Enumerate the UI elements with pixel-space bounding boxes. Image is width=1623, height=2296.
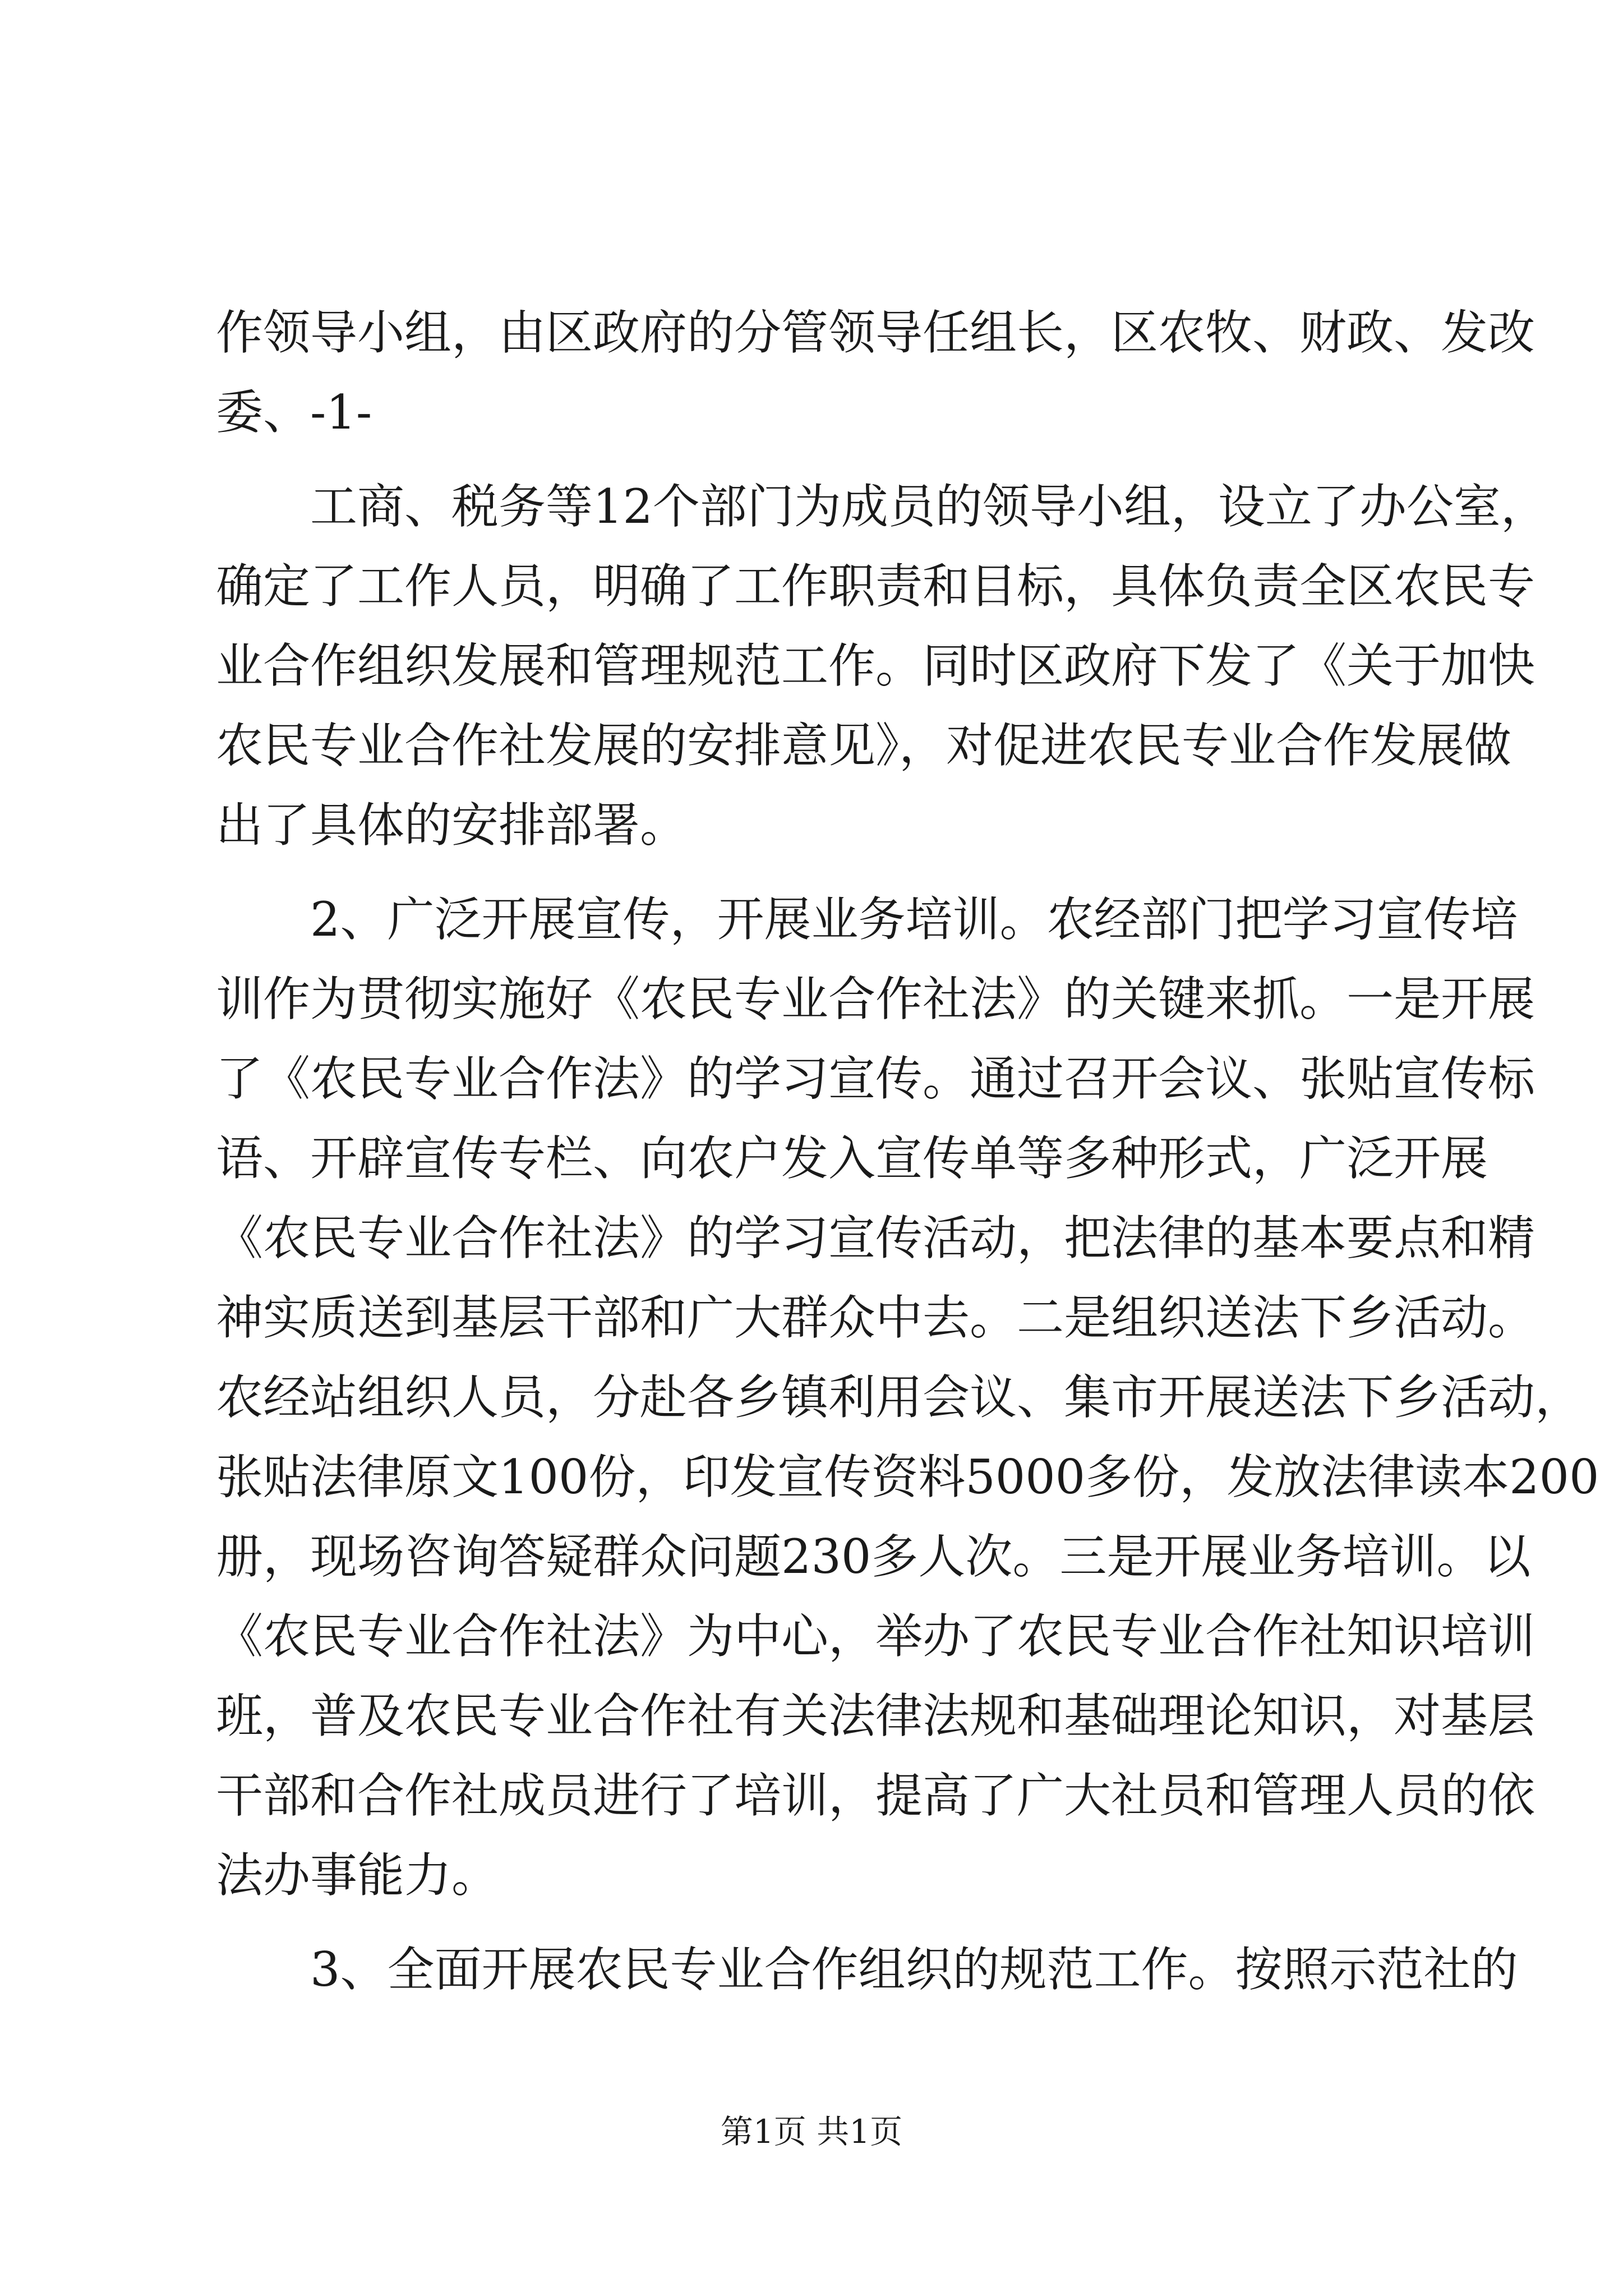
text-line: 法办事能力。 <box>216 1848 499 1903</box>
text-line: 了《农民专业合作法》的学习宣传。通过召开会议、张贴宣传标 <box>216 1051 1536 1106</box>
text-line: 工商、税务等12个部门为成员的领导小组，设立了办公室， <box>216 479 1548 534</box>
text-line: 2、广泛开展宣传，开展业务培训。农经部门把学习宣传培 <box>216 892 1518 947</box>
text-line: 确定了工作人员，明确了工作职责和目标，具体负责全区农民专 <box>216 559 1536 614</box>
text-line: 《农民专业合作社法》的学习宣传活动，把法律的基本要点和精 <box>216 1211 1536 1266</box>
text-line: 册，现场咨询答疑群众问题230多人次。三是开展业务培训。以 <box>216 1529 1531 1584</box>
text-line: 语、开辟宣传专栏、向农户发入宣传单等多种形式，广泛开展 <box>216 1131 1488 1186</box>
text-line: 干部和合作社成员进行了培训，提高了广大社员和管理人员的依 <box>216 1768 1536 1823</box>
text-line: 业合作组织发展和管理规范工作。同时区政府下发了《关于加快 <box>216 638 1536 693</box>
text-line: 农民专业合作社发展的安排意见》，对促进农民专业合作发展做 <box>216 718 1512 773</box>
text-line: 班，普及农民专业合作社有关法律法规和基础理论知识，对基层 <box>216 1688 1536 1743</box>
text-line: 神实质送到基层干部和广大群众中去。二是组织送法下乡活动。 <box>216 1290 1536 1345</box>
text-line: 训作为贯彻实施好《农民专业合作社法》的关键来抓。一是开展 <box>216 972 1536 1027</box>
body-text <box>216 293 1599 2009</box>
text-line: 委、-1- <box>216 385 372 440</box>
text-line: 3、全面开展农民专业合作组织的规范工作。按照示范社的 <box>216 1942 1518 1997</box>
text-line: 农经站组织人员，分赴各乡镇利用会议、集市开展送法下乡活动， <box>216 1370 1583 1425</box>
page-footer: 第1页 共1页 <box>720 2113 903 2151</box>
text-line: 张贴法律原文100份，印发宣传资料5000多份，发放法律读本200 <box>216 1450 1599 1504</box>
text-line: 《农民专业合作社法》为中心，举办了农民专业合作社知识培训 <box>216 1609 1536 1664</box>
text-line: 出了具体的安排部署。 <box>216 798 688 853</box>
text-line: 作领导小组，由区政府的分管领导任组长，区农牧、财政、发改 <box>216 305 1536 360</box>
